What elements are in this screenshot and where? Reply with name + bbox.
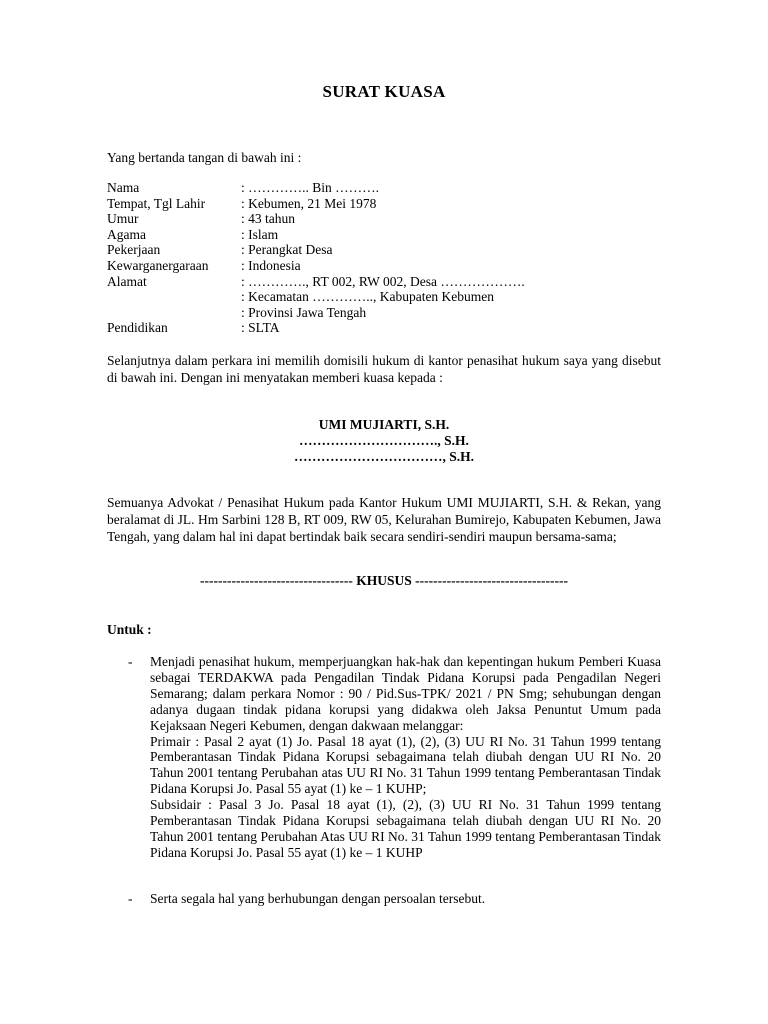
list-item-serta: Serta segala hal yang berhubungan dengan persoalan tersebut. — [150, 891, 486, 906]
identity-label: Nama — [107, 180, 140, 195]
identity-row-alamat-kecamatan — [107, 289, 525, 305]
identity-row-pendidikan — [107, 320, 525, 336]
identity-value: : Kecamatan ………….., Kabupaten Kebumen — [241, 289, 495, 305]
identity-row-tempat-tgl-lahir — [107, 196, 525, 212]
item-main-text: Menjadi penasihat hukum, memperjuangkan hak-hak dan kepentingan hukum Pemberi Kuasa sebagai TERDAKWA pada Pengadilan Tindak Pidana Korupsi pada Pengadilan Negeri Semarang; dalam perkara Nomor : 90 / Pid.Sus-TPK/ 2021 / PN Smg; sehubungan dengan adanya dugaan tindak pidana korupsi yang didakwa oleh Jaksa Penuntut Umum pada Kejaksaan Negeri Kebumen, dengan dakwaan melanggar: — [150, 654, 661, 733]
identity-row-alamat — [107, 274, 525, 290]
khusus-separator — [0, 573, 768, 589]
identity-row-agama — [107, 227, 525, 243]
attorney-name: …………………………., S.H. — [299, 433, 469, 448]
identity-value: : SLTA — [241, 320, 280, 336]
identity-value: : 43 tahun — [241, 211, 295, 227]
item-primair-text: Primair : Pasal 2 ayat (1) Jo. Pasal 18 ayat (1), (2), (3) UU RI No. 31 Tahun 1999 tentang Pemberantasan Tindak Pidana Korupsi sebagaimana telah diubah dengan UU RI No. 20 Tahun 2001 tentang Perubahan atas UU RI No. 31 Tahun 1999 tentang Pemberantasan Tindak Pidana Korupsi Jo. Pasal 55 ayat (1) ke – 1 KUHP; — [150, 733, 661, 797]
identity-row-kewarganegaraan — [107, 258, 525, 274]
identity-label: Kewarganergaraan — [107, 257, 209, 273]
identity-value: : Provinsi Jawa Tengah — [241, 304, 367, 320]
firm-paragraph: Semuanya Advokat / Penasihat Hukum pada Kantor Hukum UMI MUJIARTI, S.H. & Rekan, yang beralamat di JL. Hm Sarbini 128 B, RT 009, RW 05, Kelurahan Bumirejo, Kabupaten Kebumen, Jawa Tengah, yang dalam hal ini dapat bertindak baik secara sendiri-sendiri maupun bersama-sama; — [107, 495, 661, 544]
identity-table — [107, 180, 525, 336]
item-subsidair-text: Subsidair : Pasal 3 Jo. Pasal 18 ayat (1), (2), (3) UU RI No. 31 Tahun 1999 tentang Pemberantasan Tindak Pidana Korupsi sebagaimana telah diubah dengan UU RI No. 20 Tahun 2001 tentang Perubahan Atas UU RI No. 31 Tahun 1999 tentang Pemberantasan Tindak Pidana Korupsi Jo. Pasal 55 ayat (1) ke – 1 KUHP — [150, 797, 661, 860]
identity-value: : Kebumen, 21 Mei 1978 — [241, 195, 377, 211]
identity-row-nama — [107, 180, 525, 196]
identity-row-umur — [107, 211, 525, 227]
bullet-marker: - — [128, 891, 133, 906]
untuk-label: Untuk : — [107, 622, 152, 637]
identity-value: : Indonesia — [241, 257, 301, 273]
identity-label: Tempat, Tgl Lahir — [107, 195, 206, 211]
list-item-kuasa — [150, 654, 661, 861]
identity-label: Umur — [107, 211, 139, 227]
identity-label: Alamat — [107, 273, 147, 289]
intro-text: Yang bertanda tangan di bawah ini : — [107, 150, 302, 165]
identity-label — [107, 305, 241, 321]
attorney-name: UMI MUJIARTI, S.H. — [318, 417, 450, 432]
document-title: SURAT KUASA — [322, 82, 446, 101]
identity-label: Pendidikan — [107, 320, 168, 336]
identity-label: Agama — [107, 226, 146, 242]
identity-row-alamat-provinsi — [107, 305, 525, 321]
domicile-paragraph: Selanjutnya dalam perkara ini memilih domisili hukum di kantor penasihat hukum saya yang disebut di bawah ini. Dengan ini menyatakan memberi kuasa kepada : — [107, 353, 661, 385]
khusus-text: ---------------------------------- KHUSUS ---------------------------------- — [200, 573, 568, 588]
identity-row-pekerjaan — [107, 242, 525, 258]
identity-label — [107, 289, 241, 305]
attorney-name: ……………………………, S.H. — [293, 449, 474, 464]
identity-label: Pekerjaan — [107, 242, 161, 258]
identity-value: : ………….. Bin ………. — [241, 180, 380, 195]
bullet-marker: - — [128, 654, 133, 669]
identity-value: : Islam — [241, 226, 279, 242]
identity-value: : Perangkat Desa — [241, 242, 333, 258]
identity-value: : …………., RT 002, RW 002, Desa ………………. — [241, 273, 525, 289]
